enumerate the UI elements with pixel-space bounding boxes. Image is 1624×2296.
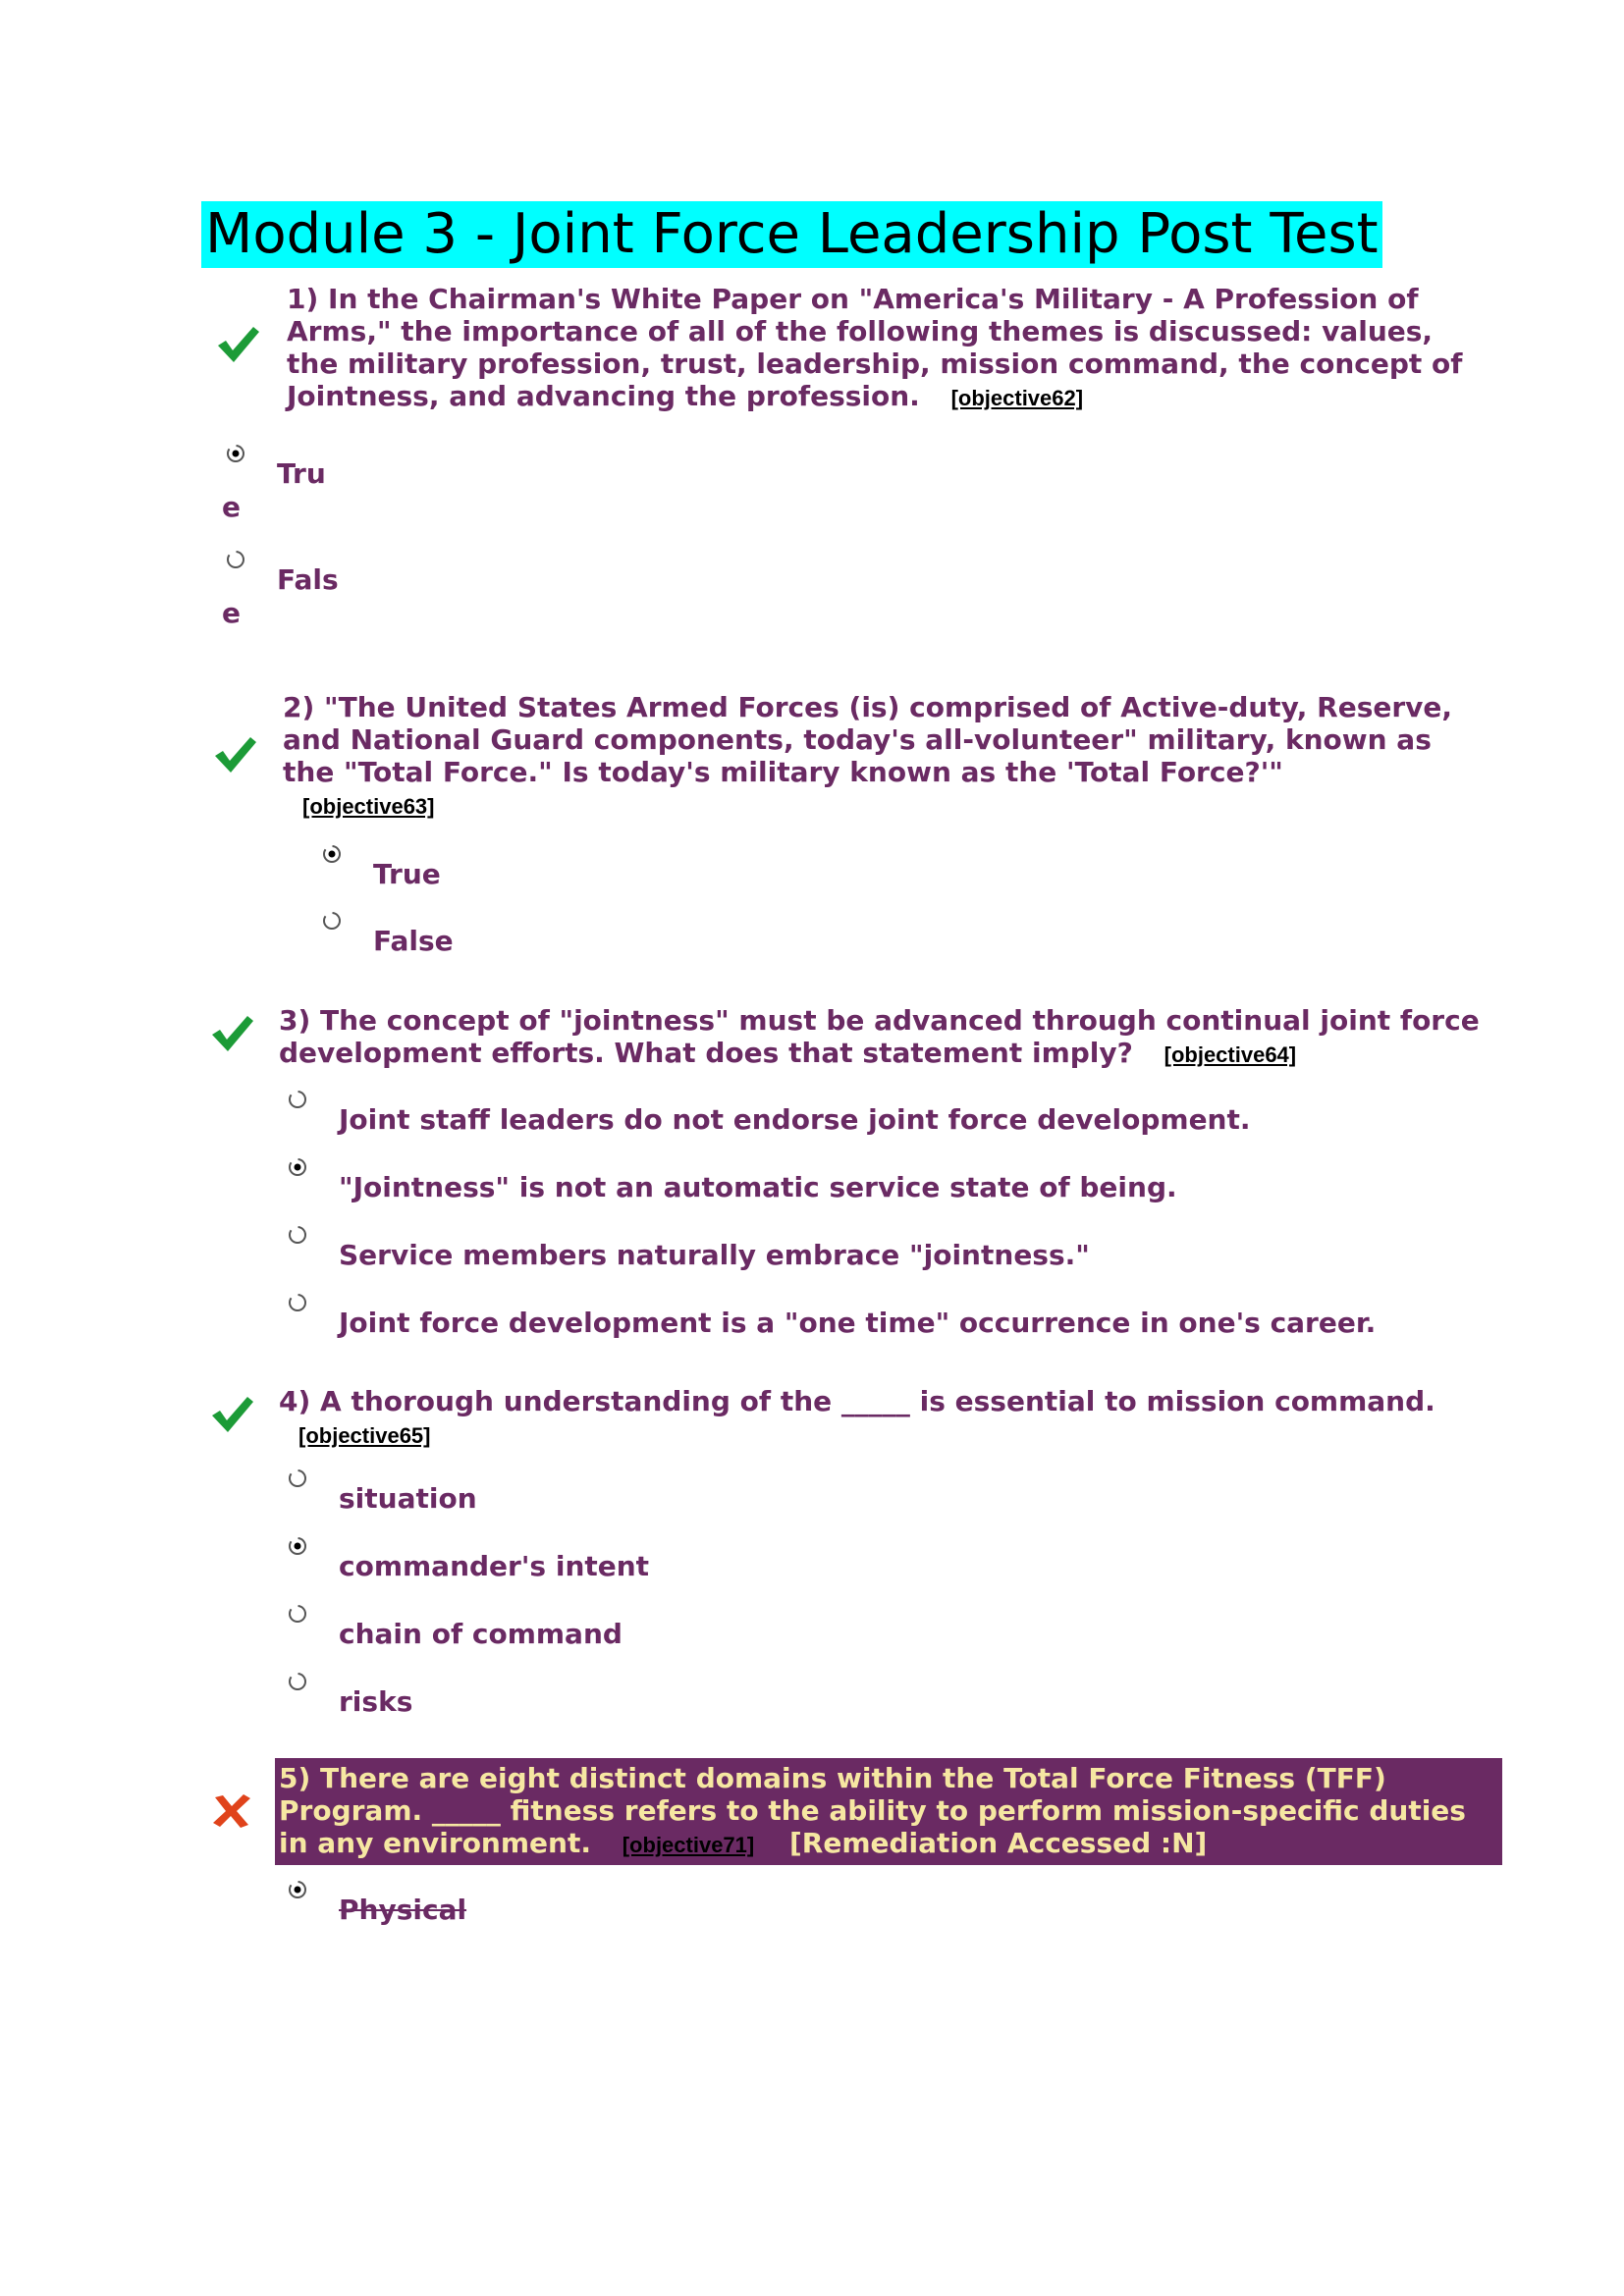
option-label: Joint staff leaders do not endorse joint force development.: [339, 1103, 1251, 1136]
radio-selected[interactable]: [321, 843, 343, 865]
page-title: Module 3 - Joint Force Leadership Post Test: [201, 201, 1382, 268]
question-5: [275, 1758, 1502, 1865]
option-label: situation: [339, 1482, 477, 1515]
question-2: [283, 691, 1486, 823]
radio-selected[interactable]: [287, 1535, 308, 1557]
radio-unselected[interactable]: [287, 1671, 308, 1692]
radio-unselected[interactable]: [287, 1603, 308, 1625]
option-label: Service members naturally embrace "jointness.": [339, 1239, 1090, 1271]
radio-unselected[interactable]: [321, 910, 343, 932]
objective-link[interactable]: [objective65]: [298, 1423, 431, 1448]
radio-unselected[interactable]: [287, 1292, 308, 1313]
radio-selected[interactable]: [225, 443, 246, 464]
objective-link[interactable]: [objective62]: [950, 386, 1084, 410]
radio-selected[interactable]: [287, 1156, 308, 1178]
x-icon: [211, 1793, 252, 1829]
question-1: [287, 283, 1485, 414]
remediation-status: [Remediation Accessed :N]: [788, 1827, 1208, 1859]
radio-unselected[interactable]: [225, 549, 246, 570]
option-label: Tru: [277, 457, 326, 490]
check-icon: [216, 324, 261, 365]
option-label: False: [373, 925, 454, 957]
option-label-incorrect: Physical: [339, 1894, 467, 1926]
option-label: True: [373, 858, 441, 890]
question-3: [279, 1004, 1506, 1071]
radio-unselected[interactable]: [287, 1089, 308, 1110]
option-label-wrap: e: [222, 597, 241, 629]
option-label-wrap: e: [222, 491, 241, 523]
question-5-text: 5) There are eight distinct domains within the Total Force Fitness (TFF) Program. _____ fitness refers to the ability to perform mission-specific duties in any environment.: [279, 1762, 1466, 1859]
question-4-text: 4) A thorough understanding of the _____ is essential to mission command.: [279, 1385, 1435, 1417]
option-label: risks: [339, 1685, 413, 1718]
check-icon: [210, 1013, 255, 1054]
question-1-text: 1) In the Chairman's White Paper on "America's Military - A Profession of Arms," the importance of all of the following themes is discussed: values, the military profession, trust, leadership, mission command, the concept of Jointness, and advancing the profession.: [287, 283, 1463, 412]
option-label: chain of command: [339, 1618, 623, 1650]
question-2-text: 2) "The United States Armed Forces (is) comprised of Active-duty, Reserve, and National Guard components, today's all-volunteer" military, known as the "Total Force." Is today's military known as the 'Total Force?'": [283, 691, 1453, 788]
option-label: Fals: [277, 563, 339, 596]
radio-unselected[interactable]: [287, 1224, 308, 1246]
option-label: Joint force development is a "one time" occurrence in one's career.: [339, 1307, 1377, 1339]
objective-link[interactable]: [objective63]: [302, 794, 435, 819]
check-icon: [210, 1394, 255, 1435]
objective-link[interactable]: [objective64]: [1164, 1042, 1297, 1067]
objective-link[interactable]: [objective71]: [622, 1833, 755, 1857]
option-label: "Jointness" is not an automatic service state of being.: [339, 1171, 1177, 1203]
option-label: commander's intent: [339, 1550, 650, 1582]
question-3-text: 3) The concept of "jointness" must be advanced through continual joint force development efforts. What does that statement imply?: [279, 1004, 1480, 1069]
check-icon: [213, 734, 258, 775]
question-4: [279, 1385, 1516, 1452]
radio-unselected[interactable]: [287, 1468, 308, 1489]
radio-selected[interactable]: [287, 1879, 308, 1900]
